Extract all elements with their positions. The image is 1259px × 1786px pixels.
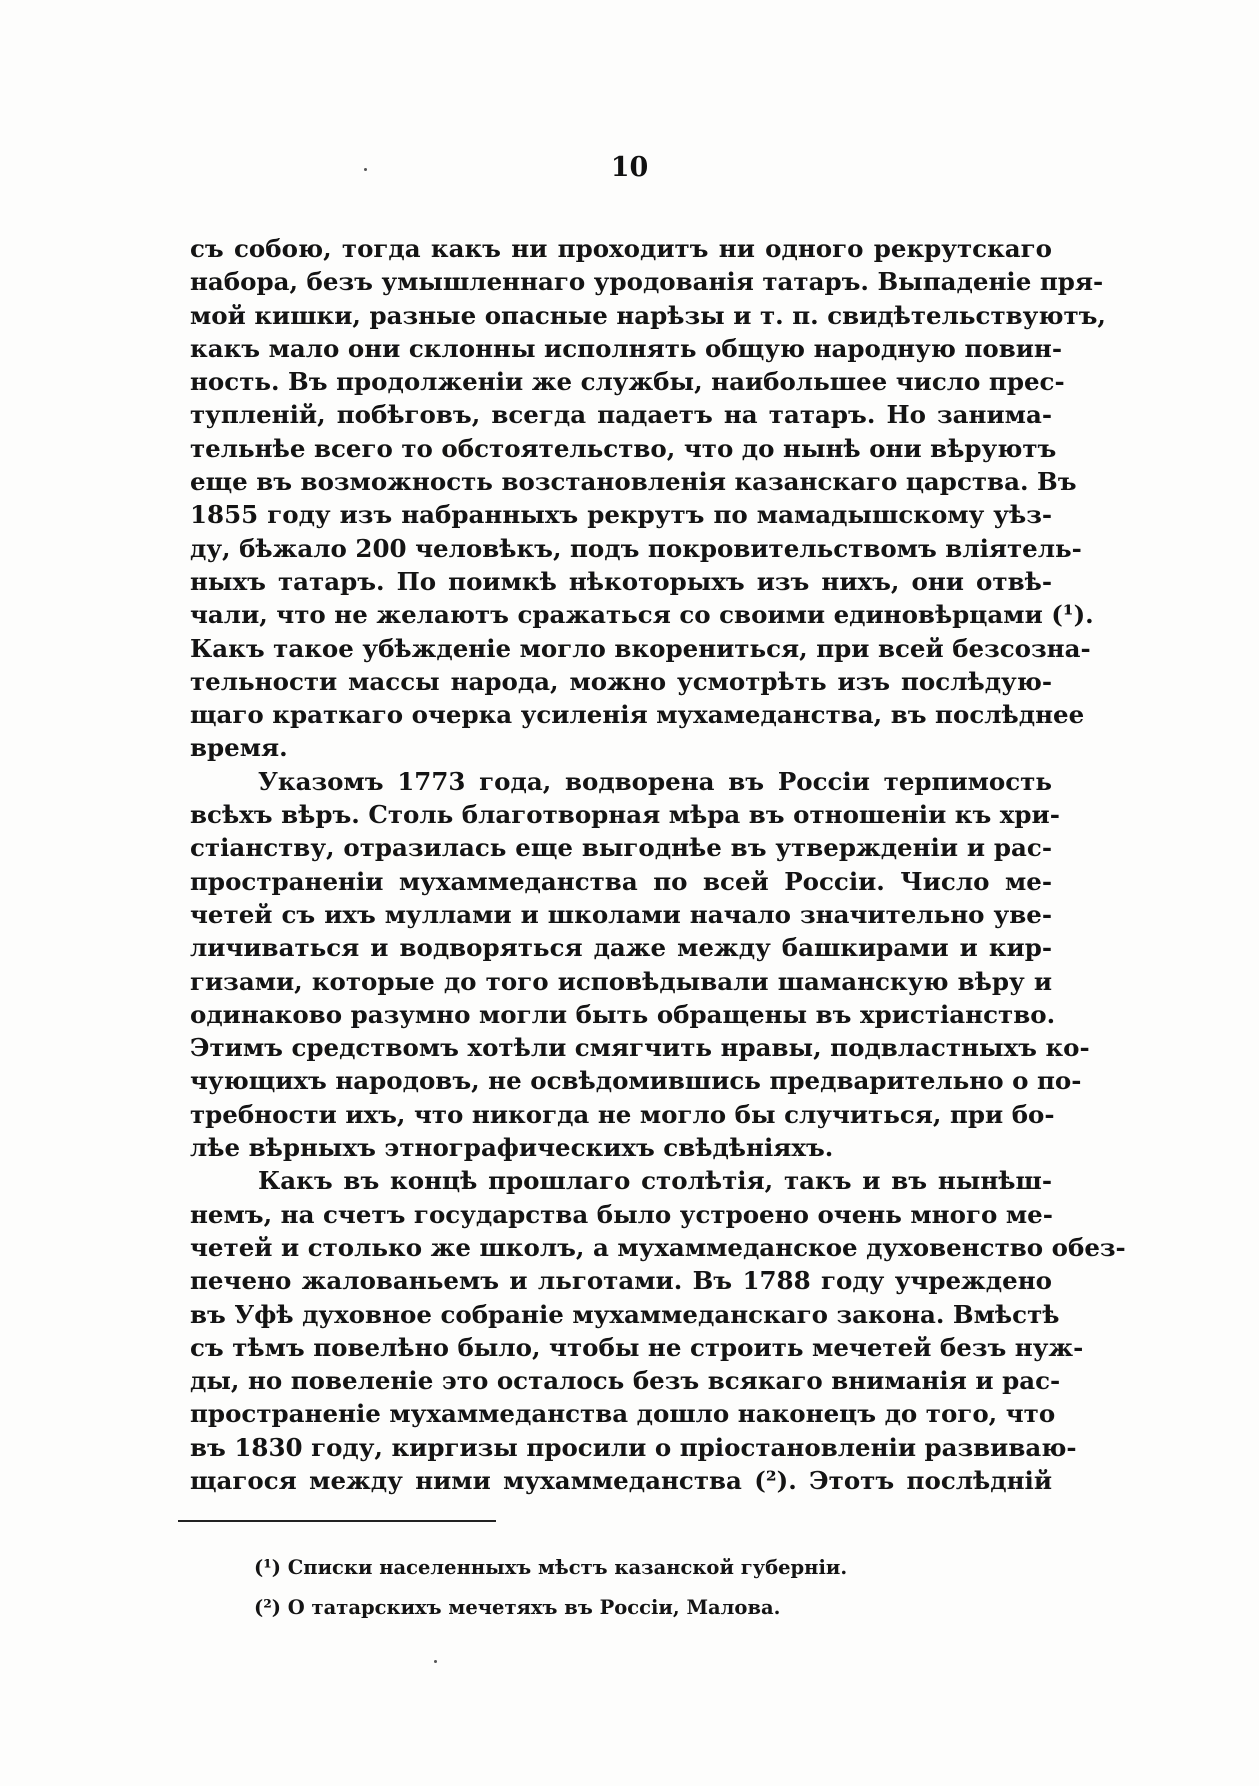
footnote-separator xyxy=(178,1520,496,1522)
text-line: стіанству, отразилась еще выгоднѣе въ утвержденіи и рас- xyxy=(190,833,1052,863)
text-line: гизами, которые до того исповѣдывали шаманскую вѣру и xyxy=(190,966,1052,996)
text-line: еще въ возможность возстановленія казанскаго царства. Въ xyxy=(190,467,1077,497)
text-line: всѣхъ вѣръ. Столь благотворная мѣра въ отношеніи къ хри- xyxy=(190,800,1060,830)
text-line: ныхъ татаръ. По поимкѣ нѣкоторыхъ изъ нихъ, они отвѣ- xyxy=(190,566,1052,596)
text-line: набора, безъ умышленнаго уродованія татаръ. Выпаденіе пря- xyxy=(190,267,1104,297)
text-line: щаго краткаго очерка усиленія мухамеданства, въ послѣднее xyxy=(190,700,1085,730)
text-line: четей и столько же школъ, а мухаммеданское духовенство обез- xyxy=(190,1232,1126,1262)
text-line: лѣе вѣрныхъ этнографическихъ свѣдѣніяхъ. xyxy=(190,1133,834,1163)
text-line: ду, бѣжало 200 человѣкъ, подъ покровительствомъ вліятель- xyxy=(190,533,1082,563)
footnotes xyxy=(254,1548,1014,1628)
text-line: пространеніи мухаммеданства по всей Россіи. Число ме- xyxy=(190,866,1052,896)
text-line: тельности массы народа, можно усмотрѣть изъ послѣдую- xyxy=(190,666,1052,696)
text-line: одинаково разумно могли быть обращены въ христіанство. xyxy=(190,999,1056,1029)
page-number: 10 xyxy=(610,152,649,183)
text-line: въ 1830 году, киргизы просили о пріостановленіи развиваю- xyxy=(190,1432,1077,1462)
text-line: чали, что не желаютъ сражаться со своими единовѣрцами (¹). xyxy=(190,600,1094,630)
text-line: какъ мало они склонны исполнять общую народную повин- xyxy=(190,333,1063,363)
text-line: ность. Въ продолженіи же службы, наибольшее число прес- xyxy=(190,367,1065,397)
text-line: тельнѣе всего то обстоятельство, что до нынѣ они вѣруютъ xyxy=(190,433,1057,463)
text-line: ды, но повеленіе это осталось безъ всякаго вниманія и рас- xyxy=(190,1366,1061,1396)
footnote-2: (²) О татарскихъ мечетяхъ въ Россіи, Малова. xyxy=(254,1596,781,1619)
scan-speck xyxy=(364,168,367,171)
text-line: требности ихъ, что никогда не могло бы случиться, при бо- xyxy=(190,1099,1055,1129)
text-line: время. xyxy=(190,733,288,763)
text-line: съ собою, тогда какъ ни проходитъ ни одного рекрутскаго xyxy=(190,234,1052,263)
text-line: личиваться и водворяться даже между башкирами и кир- xyxy=(190,933,1052,963)
text-line: Какъ такое убѣжденіе могло вкорениться, при всей безсозна- xyxy=(190,633,1091,663)
body-text xyxy=(190,232,1126,1497)
text-line: немъ, на счетъ государства было устроено очень много ме- xyxy=(190,1199,1053,1229)
text-line: мой кишки, разные опасные нарѣзы и т. п. свидѣтельствуютъ, xyxy=(190,300,1106,330)
text-line: Указомъ 1773 года, водворена въ Россіи терпимость xyxy=(258,766,1052,796)
text-line: щагося между ними мухаммеданства (²). Этотъ послѣдній xyxy=(190,1465,1052,1495)
text-line: 1855 году изъ набранныхъ рекрутъ по мамадышскому уѣз- xyxy=(190,500,1052,530)
text-line: Этимъ средствомъ хотѣли смягчить нравы, подвластныхъ ко- xyxy=(190,1033,1090,1063)
text-line: съ тѣмъ повелѣно было, чтобы не строить мечетей безъ нуж- xyxy=(190,1332,1084,1362)
text-line: пространеніе мухаммеданства дошло наконецъ до того, что xyxy=(190,1399,1056,1429)
scan-speck xyxy=(434,1660,437,1663)
text-line: печено жалованьемъ и льготами. Въ 1788 году учреждено xyxy=(190,1266,1052,1296)
text-line: Какъ въ концѣ прошлаго столѣтія, такъ и въ нынѣш- xyxy=(258,1166,1052,1196)
text-line: тупленій, побѣговъ, всегда падаетъ на татаръ. Но занима- xyxy=(190,400,1052,430)
text-line: четей съ ихъ муллами и школами начало значительно уве- xyxy=(190,899,1052,929)
text-line: чующихъ народовъ, не освѣдомившись предварительно о по- xyxy=(190,1066,1082,1096)
footnote-1: (¹) Списки населенныхъ мѣстъ казанской губерніи. xyxy=(254,1556,848,1579)
text-line: въ Уфѣ духовное собраніе мухаммеданскаго закона. Вмѣстѣ xyxy=(190,1299,1060,1329)
